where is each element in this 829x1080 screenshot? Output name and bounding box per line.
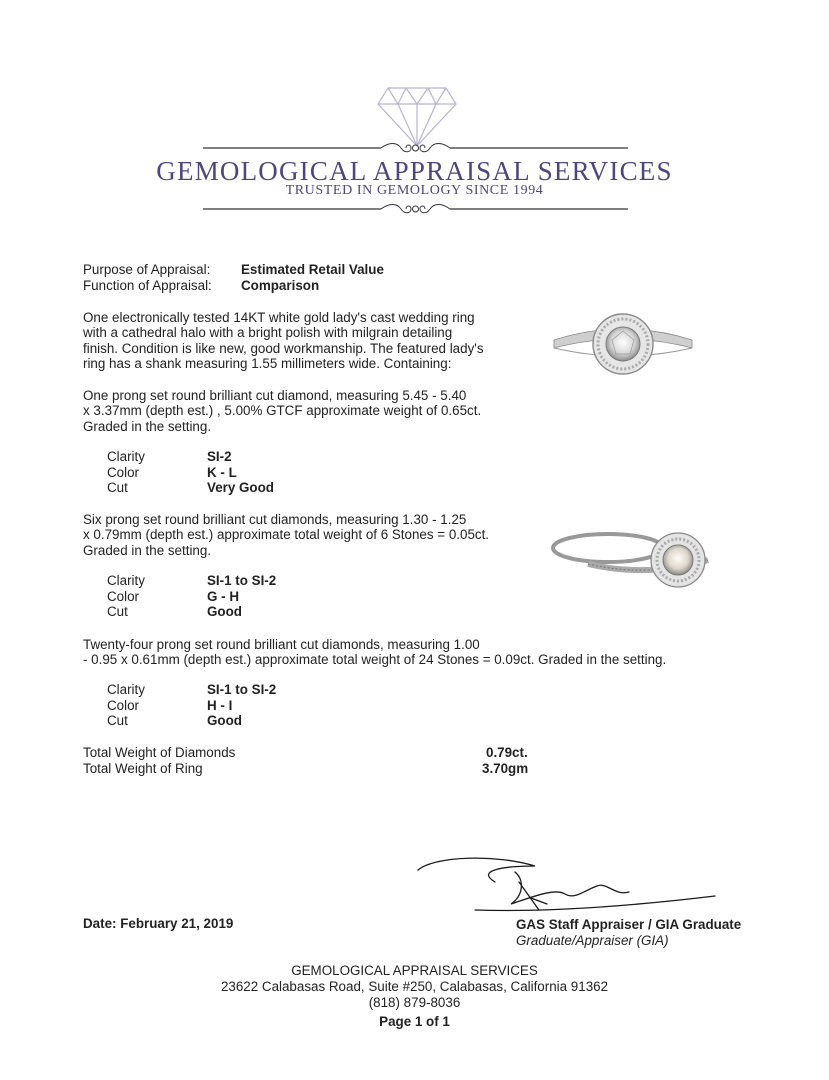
footer-company: GEMOLOGICAL APPRAISAL SERVICES	[291, 963, 538, 978]
grade-label: Color	[107, 464, 139, 480]
total-diamonds-value: 0.79ct.	[486, 745, 528, 760]
total-diamonds-label: Total Weight of Diamonds	[83, 745, 236, 760]
stone-line: Twenty-four prong set round brilliant cut diamonds, measuring 1.00	[83, 637, 480, 652]
grade-label: Cut	[107, 604, 128, 619]
company-name: GEMOLOGICAL APPRAISAL SERVICES	[156, 156, 673, 186]
total-ring-value: 3.70gm	[482, 761, 529, 776]
ring-description	[83, 310, 484, 372]
description-line: with a cathedral halo with a bright polish with milgrain detailing	[83, 325, 453, 341]
stone-description	[83, 637, 666, 668]
appraisal-date: Date: February 21, 2019	[83, 916, 234, 931]
top-ornament-divider	[203, 141, 628, 155]
grade-value: Good	[207, 713, 242, 728]
grade-value: SI-1 to SI-2	[207, 573, 277, 588]
description-line: One electronically tested 14KT white gold lady's cast wedding ring	[83, 310, 475, 325]
ring-front-photo	[548, 300, 698, 390]
stone-line: Graded in the setting.	[83, 418, 212, 434]
stone-line: - 0.95 x 0.61mm (depth est.) approximate total weight of 24 Stones = 0.09ct. Graded in the setting.	[83, 652, 667, 668]
stone-grades	[107, 449, 274, 496]
stone-description	[83, 388, 481, 434]
stone-line: x 3.37mm (depth est.) , 5.00% GTCF approximate weight of 0.65ct.	[83, 403, 482, 419]
grade-label: Color	[107, 588, 139, 604]
grade-label: Clarity	[107, 573, 145, 588]
stone-line: One prong set round brilliant cut diamond, measuring 5.45 - 5.40	[83, 388, 467, 403]
footer-phone: (818) 879-8036	[368, 995, 461, 1010]
appraiser-signature	[415, 852, 735, 918]
grade-value: Very Good	[207, 480, 274, 495]
grade-value: K - L	[207, 464, 237, 480]
stone-description	[83, 512, 489, 558]
totals-section	[83, 745, 543, 777]
description-line: ring has a shank measuring 1.55 millimeters wide. Containing:	[83, 356, 452, 372]
appraiser-credential: Graduate/Appraiser (GIA)	[516, 933, 669, 948]
grade-label: Cut	[107, 480, 128, 495]
grade-value: G - H	[207, 588, 239, 604]
grade-label: Clarity	[107, 449, 145, 464]
grade-label: Clarity	[107, 682, 145, 697]
grade-value: SI-1 to SI-2	[207, 682, 277, 697]
bottom-ornament-divider	[203, 202, 628, 216]
grade-value: SI-2	[207, 449, 232, 464]
grade-label: Color	[107, 697, 139, 713]
stone-grades	[107, 682, 277, 729]
stone-line: Graded in the setting.	[83, 542, 212, 558]
stone-grades	[107, 573, 277, 620]
appraiser-title: GAS Staff Appraiser / GIA Graduate	[516, 917, 742, 932]
purpose-value: Estimated Retail Value	[241, 262, 384, 277]
purpose-section	[83, 262, 384, 294]
grade-value: Good	[207, 604, 242, 619]
stone-line: Six prong set round brilliant cut diamonds, measuring 1.30 - 1.25	[83, 512, 467, 527]
company-tagline: TRUSTED IN GEMOLOGY SINCE 1994	[285, 183, 544, 198]
total-ring-label: Total Weight of Ring	[83, 761, 203, 776]
diamond-icon	[376, 86, 458, 148]
page-number: Page 1 of 1	[379, 1014, 450, 1029]
ring-side-photo	[548, 520, 718, 595]
function-label: Function of Appraisal:	[83, 278, 212, 293]
stone-line: x 0.79mm (depth est.) approximate total weight of 6 Stones = 0.05ct.	[83, 527, 490, 543]
purpose-label: Purpose of Appraisal:	[83, 262, 211, 277]
footer-address: 23622 Calabasas Road, Suite #250, Calabasas, California 91362	[220, 979, 609, 994]
grade-label: Cut	[107, 713, 128, 728]
description-line: finish. Condition is like new, good workmanship. The featured lady's	[83, 340, 484, 356]
grade-value: H - I	[207, 697, 233, 713]
function-value: Comparison	[241, 278, 320, 293]
